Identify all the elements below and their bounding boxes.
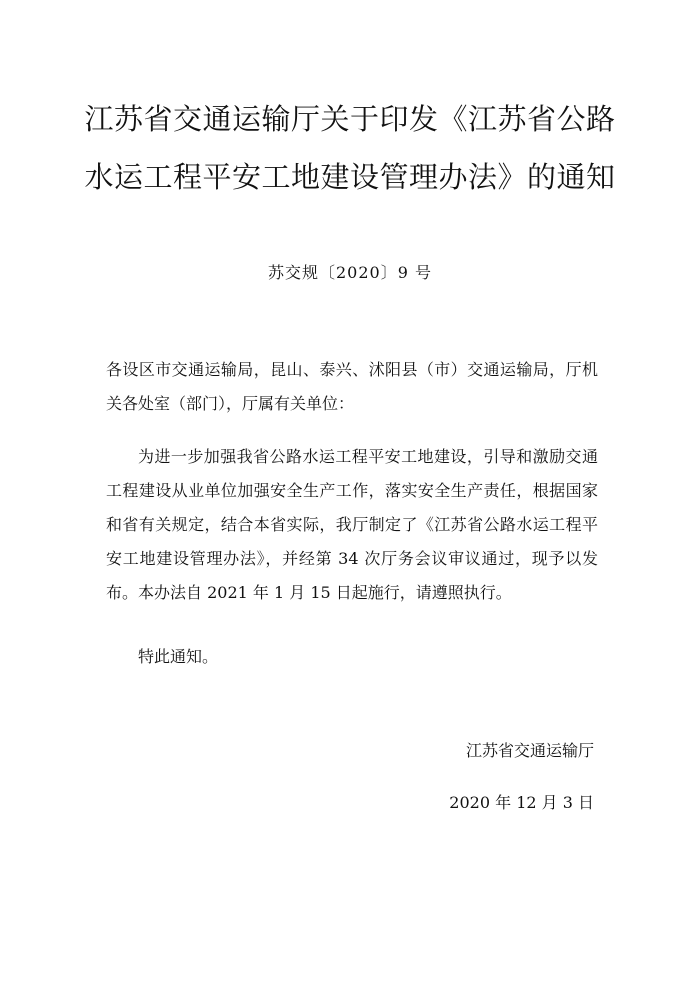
issue-date: 2020 年 12 月 3 日: [449, 793, 594, 812]
document-number: 苏交规〔2020〕9 号: [268, 263, 432, 282]
title-line-1: 江苏省交通运输厅关于印发《江苏省公路: [84, 102, 616, 136]
issuer-signature: 江苏省交通运输厅: [465, 741, 594, 760]
salutation: 各设区市交通运输局，昆山、泰兴、沭阳县（市）交通运输局，厅机关各处室（部门），厅属有关单位：: [106, 360, 598, 413]
main-paragraph: 为进一步加强我省公路水运工程平安工地建设，引导和激励交通工程建设从业单位加强安全生产工作，落实安全生产责任，根据国家和省有关规定，结合本省实际，我厅制定了《江苏省公路水运工程平安工地建设管理办法》，并经第 34 次厅务会议审议通过，现予以发布。本办法自 2021 年 1 月 15 日起施行，请遵照执行。: [106, 447, 598, 602]
document-title: [0, 90, 700, 206]
closing-line: 特此通知。: [138, 647, 219, 666]
title-line-2: 水运工程平安工地建设管理办法》的通知: [84, 160, 616, 194]
